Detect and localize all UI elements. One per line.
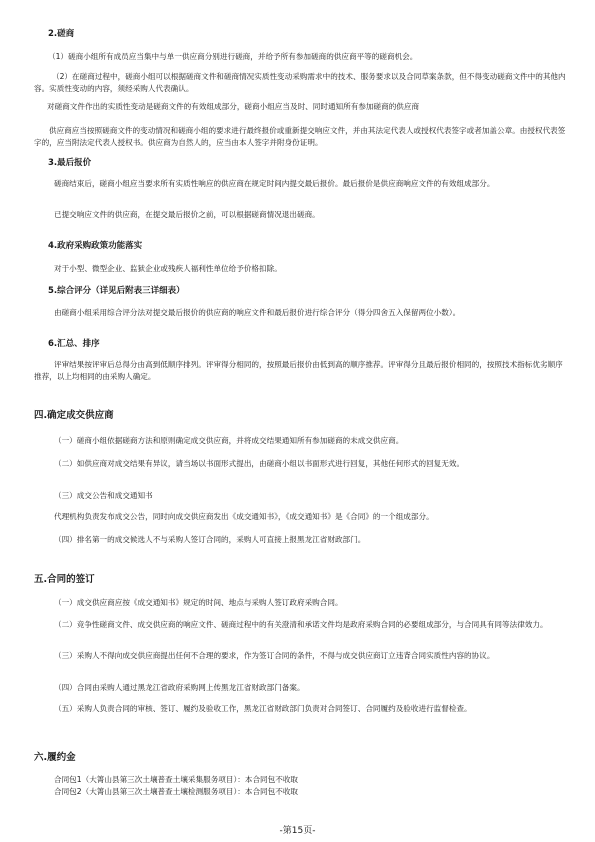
paragraph: 合同包2（大箐山县第三次土壤普查土壤检测服务项目）：本合同包不收取 (54, 787, 299, 796)
paragraph: 已提交响应文件的供应商，在提交最后报价之前，可以根据磋商情况退出磋商。 (54, 210, 320, 219)
section-heading: 五.合同的签订 (34, 574, 95, 585)
paragraph: （一）磋商小组依据磋商方法和原则确定成交供应商，并将成交结果通知所有参加磋商的未成交供应商。 (54, 436, 404, 445)
paragraph: 对磋商文件作出的实质性变动是磋商文件的有效组成部分，磋商小组应当及时、同时通知所有参加磋商的供应商 (47, 102, 420, 111)
paragraph: （四）合同由采购人通过黑龙江省政府采购网上传黑龙江省财政部门备案。 (54, 683, 305, 692)
paragraph: （四）排名第一的成交候选人不与采购人签订合同的，采购人可直接上报黑龙江省财政部门。 (54, 535, 366, 544)
section-heading: 6.汇总、排序 (48, 339, 100, 349)
paragraph: （二）如供应商对成交结果有异议，请当场以书面形式提出，由磋商小组以书面形式进行回复，其他任何形式的回复无效。 (54, 459, 465, 468)
paragraph: （2）在磋商过程中，磋商小组可以根据磋商文件和磋商情况实质性变动采购需求中的技术、服务要求以及合同草案条款，但不得变动磋商文件中的其他内容。实质性变动的内容，须经采购人代表确认。 (34, 72, 566, 93)
paragraph: （二）竞争性磋商文件、成交供应商的响应文件、磋商过程中的有关澄清和承诺文件均是政府采购合同的必要组成部分，与合同具有同等法律效力。 (54, 620, 548, 629)
paragraph: （1）磋商小组所有成员应当集中与单一供应商分别进行磋商，并给予所有参加磋商的供应商平等的磋商机会。 (48, 52, 418, 61)
section-heading: 六.履约金 (34, 752, 76, 763)
paragraph: 由磋商小组采用综合评分法对提交最后报价的供应商的响应文件和最后报价进行综合评分（得分四舍五入保留两位小数）。 (54, 308, 461, 317)
page-number: -第15页- (279, 826, 316, 836)
section-heading: 3.最后报价 (48, 158, 92, 168)
paragraph: （三）成交公告和成交通知书 (54, 491, 153, 500)
paragraph: 代理机构负责发布成交公告，同时向成交供应商发出《成交通知书》，《成交通知书》是《合同》的一个组成部分。 (54, 512, 434, 521)
section-heading: 2.磋商 (48, 29, 75, 39)
paragraph: （三）采购人不得向成交供应商提出任何不合理的要求，作为签订合同的条件，不得与成交供应商订立违背合同实质性内容的协议。 (54, 651, 495, 660)
paragraph: 合同包1（大箐山县第三次土壤普查土壤采集服务项目）：本合同包不收取 (54, 775, 299, 784)
paragraph: 供应商应当按照磋商文件的变动情况和磋商小组的要求进行最终报价或重新提交响应文件，并由其法定代表人或授权代表签字或者加盖公章。由授权代表签字的，应当附法定代表人授权书。供应商为自然人的，应当由本人签字并附身份证明。 (34, 126, 566, 147)
section-heading: 四.确定成交供应商 (34, 410, 114, 421)
paragraph: 评审结果按评审后总得分由高到低顺序排列。评审得分相同的，按照最后报价由低到高的顺序推荐。评审得分且最后报价相同的，按照技术指标优劣顺序推荐，以上均相同的由采购人确定。 (34, 360, 563, 381)
section-heading: 4.政府采购政策功能落实 (48, 241, 143, 251)
section-heading: 5.综合评分（详见后附表三详细表） (48, 286, 185, 296)
paragraph: （一）成交供应商应按《成交通知书》规定的时间、地点与采购人签订政府采购合同。 (54, 598, 343, 607)
paragraph: 磋商结束后，磋商小组应当要求所有实质性响应的供应商在规定时间内提交最后报价。最后报价是供应商响应文件的有效组成部分。 (54, 179, 495, 188)
paragraph: 对于小型、微型企业、监狱企业或残疾人福利性单位给予价格扣除。 (54, 264, 282, 273)
paragraph: （五）采购人负责合同的审核、签订、履约及验收工作，黑龙江省财政部门负责对合同签订、合同履约及验收进行监督检查。 (54, 704, 472, 713)
